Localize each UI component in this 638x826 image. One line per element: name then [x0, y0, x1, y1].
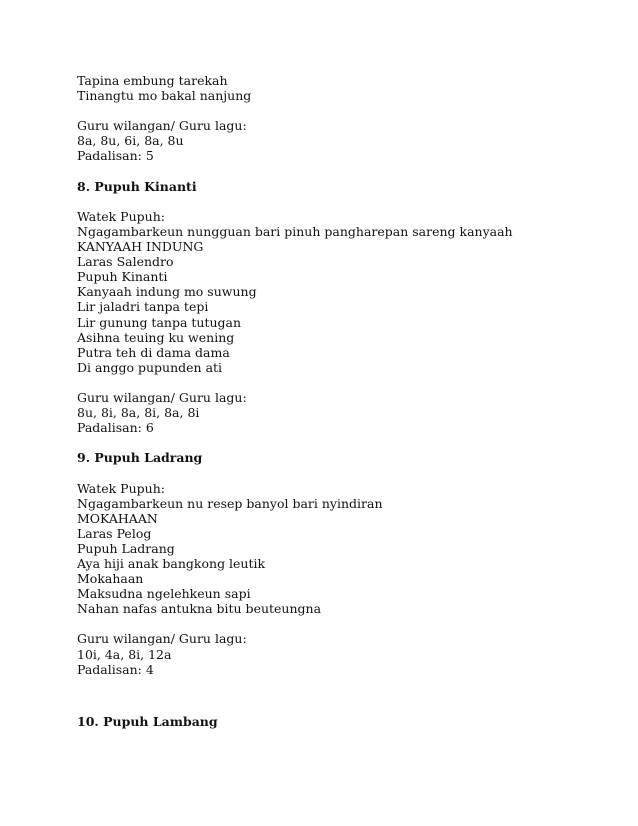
- padalisan: Padalisan: 6: [77, 420, 154, 436]
- padalisan: Padalisan: 5: [77, 148, 154, 164]
- verse-line: Nahan nafas antukna bitu beuteungna: [77, 601, 322, 617]
- lambang-section: [77, 714, 577, 729]
- verse-line: Maksudna ngelehkeun sapi: [77, 586, 251, 602]
- verse-line: Pupuh Ladrang: [77, 540, 175, 556]
- verse-line: MOKAHAAN: [77, 510, 158, 526]
- verse-line: Ngagambarkeun nu resep banyol bari nyindiran: [77, 495, 383, 511]
- guru-label: Guru wilangan/ Guru lagu:: [77, 118, 247, 134]
- guru-value: 8u, 8i, 8a, 8i, 8a, 8i: [77, 405, 200, 421]
- verse-line: Asihna teuing ku wening: [77, 329, 235, 345]
- section-heading: 9. Pupuh Ladrang: [77, 450, 203, 466]
- guru-label: Guru wilangan/ Guru lagu:: [77, 631, 247, 647]
- verse-line: Ngagambarkeun nungguan bari pinuh pangharepan sareng kanyaah: [77, 223, 513, 239]
- section-heading: 8. Pupuh Kinanti: [77, 178, 197, 194]
- verse-line: Laras Pelog: [77, 525, 152, 541]
- verse-line: Kanyaah indung mo suwung: [77, 284, 257, 300]
- ladrang-section: [77, 450, 577, 676]
- verse-line: KANYAAH INDUNG: [77, 239, 204, 255]
- padalisan: Padalisan: 4: [77, 661, 154, 677]
- intro-section: [77, 73, 577, 164]
- verse-line: Tinangtu mo bakal nanjung: [77, 88, 252, 104]
- section-heading: 10. Pupuh Lambang: [77, 713, 218, 729]
- verse-line: Pupuh Kinanti: [77, 269, 168, 285]
- guru-value: 8a, 8u, 6i, 8a, 8u: [77, 133, 184, 149]
- watek-label: Watek Pupuh:: [77, 480, 165, 496]
- verse-line: Aya hiji anak bangkong leutik: [77, 556, 266, 571]
- document-page: [77, 73, 577, 729]
- watek-label: Watek Pupuh:: [77, 208, 165, 224]
- verse-line: Lir jaladri tanpa tepi: [77, 299, 209, 315]
- verse-line: Mokahaan: [77, 571, 144, 587]
- guru-value: 10i, 4a, 8i, 12a: [77, 646, 172, 662]
- verse-line: Tapina embung tarekah: [77, 73, 228, 88]
- guru-label: Guru wilangan/ Guru lagu:: [77, 389, 247, 405]
- verse-line: Di anggo pupunden ati: [77, 359, 223, 375]
- verse-line: Putra teh di dama dama: [77, 344, 230, 360]
- verse-line: Laras Salendro: [77, 254, 174, 270]
- kinanti-section: [77, 179, 577, 436]
- verse-line: Lir gunung tanpa tutugan: [77, 314, 242, 330]
